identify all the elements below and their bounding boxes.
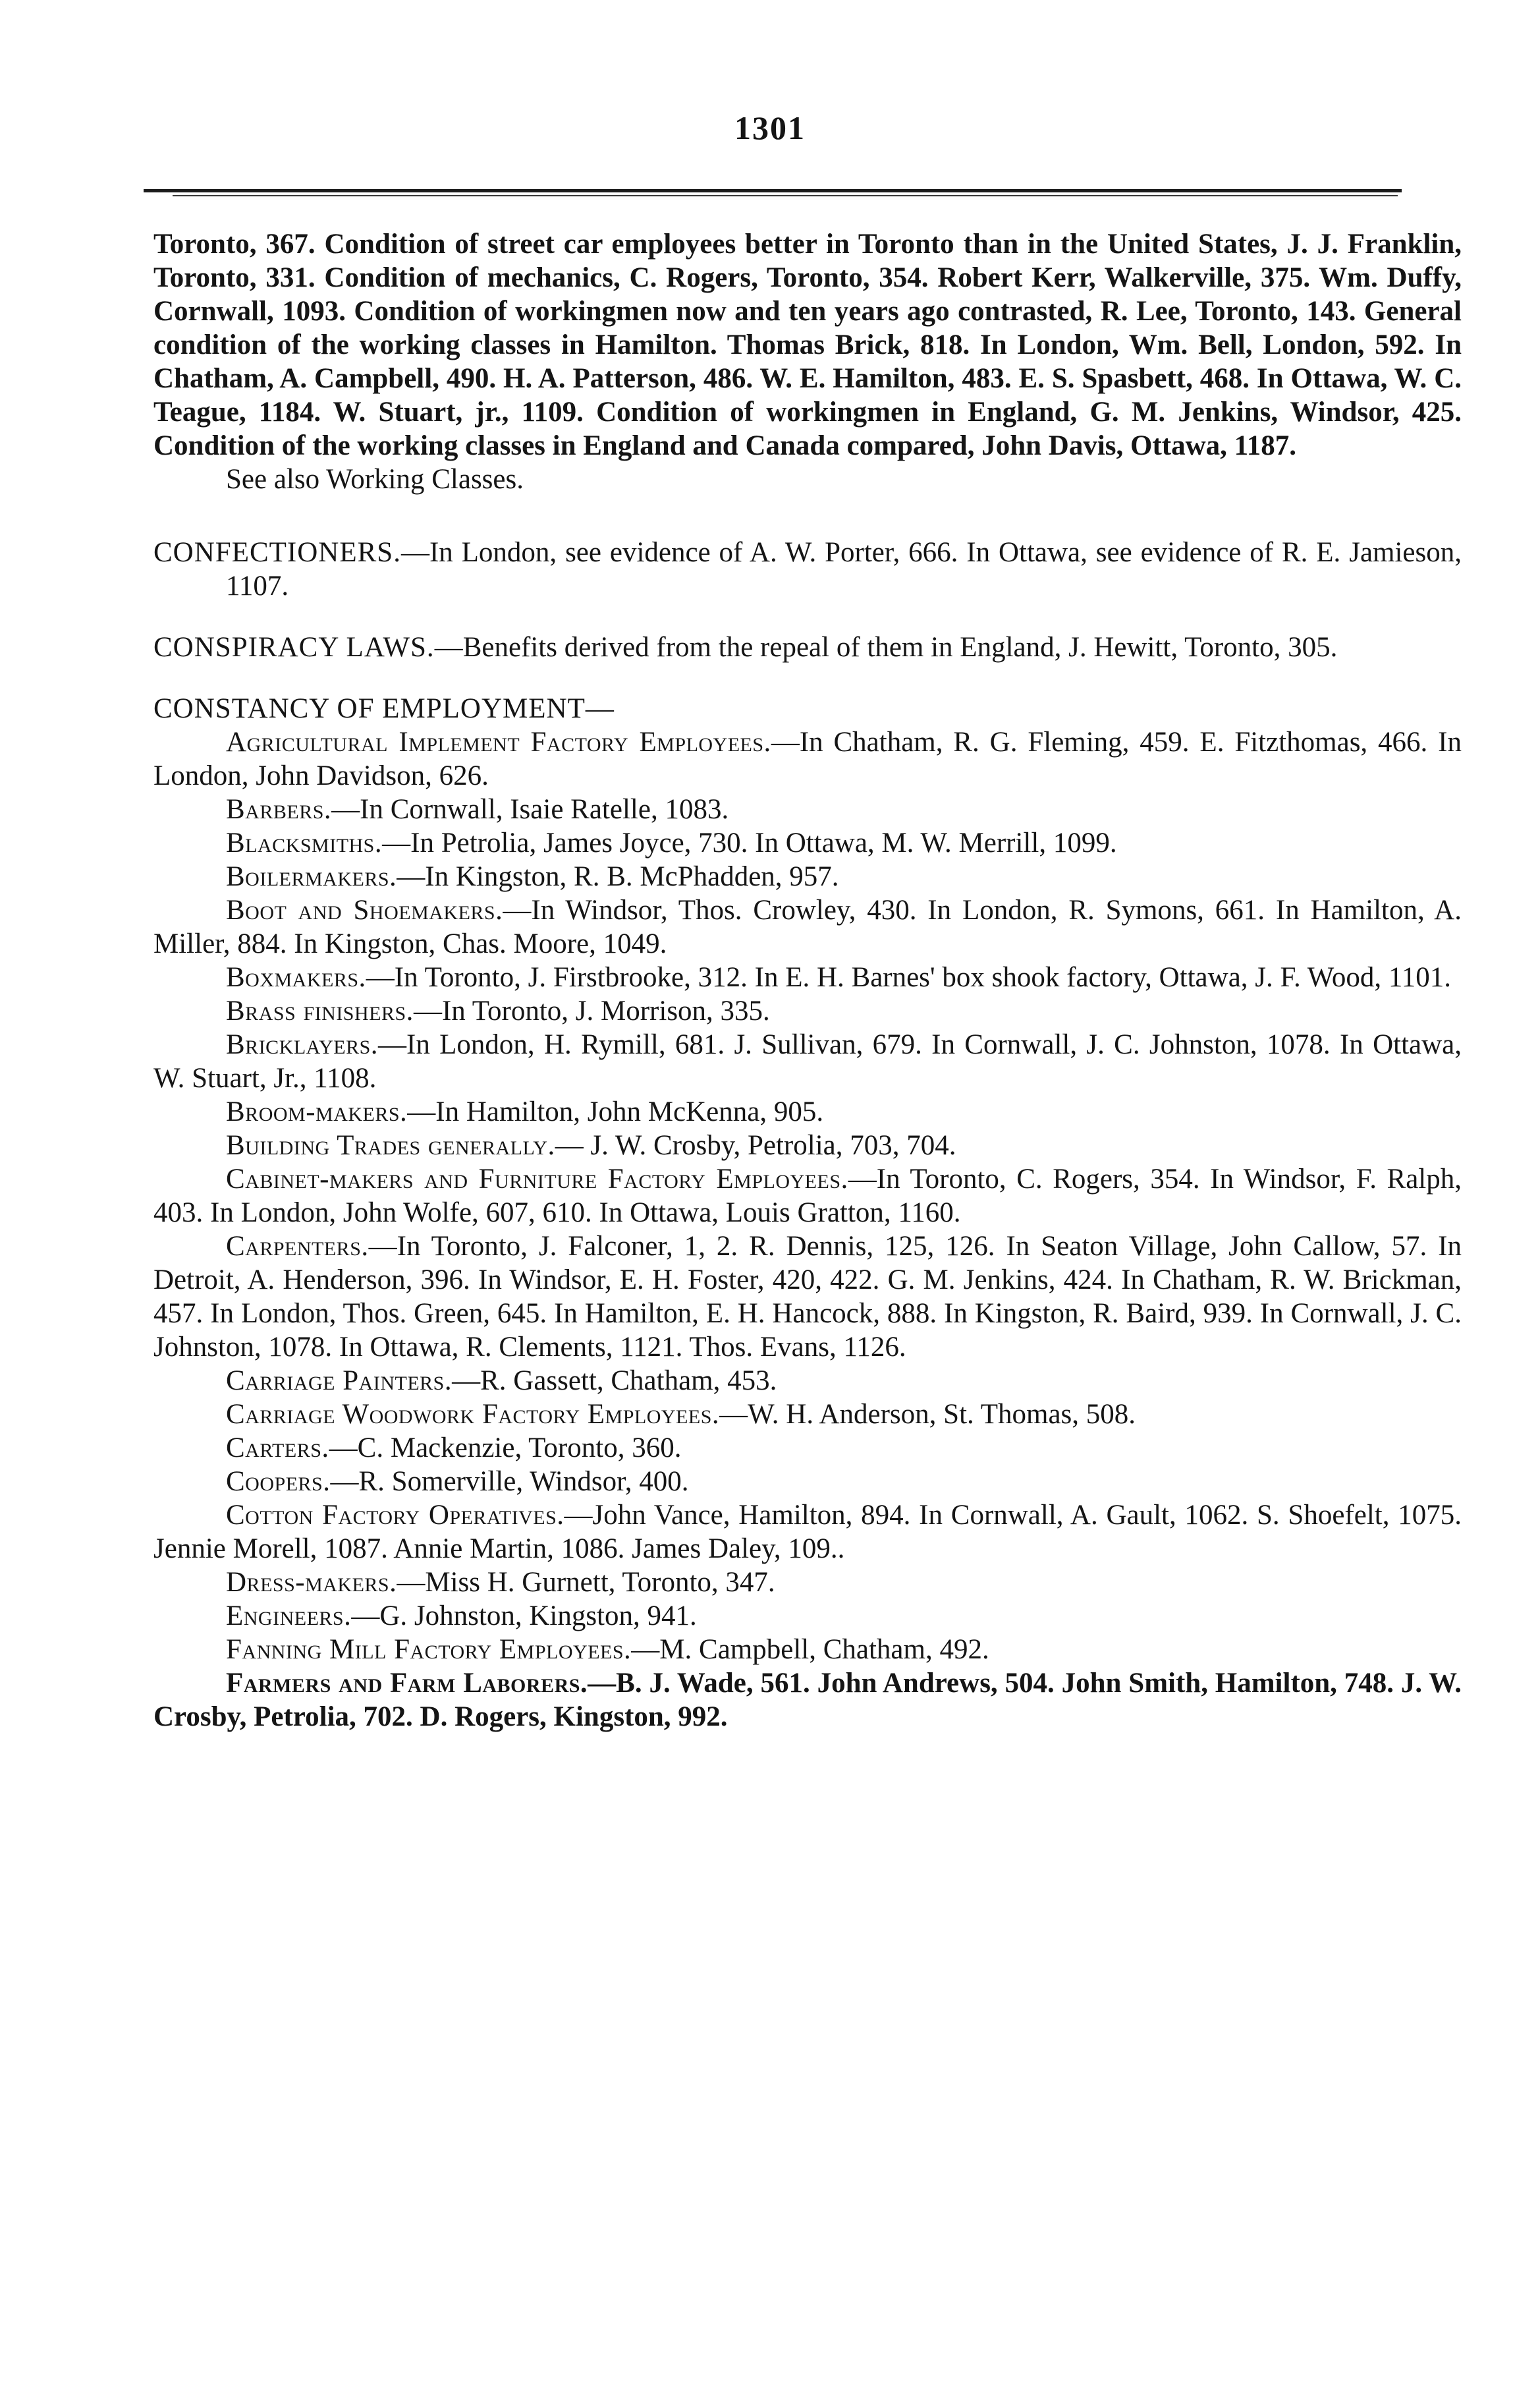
entry-heading: CONFECTIONERS. xyxy=(153,537,401,568)
subentry-text: —John Vance, Hamilton, 894. In Cornwall, A. Gault, 1062. S. Shoefelt, 1075. Jennie Morell, 1087. Annie Martin, 1086. James Daley, 109.. xyxy=(153,1500,1462,1564)
subentry-text: —In Toronto, J. Firstbrooke, 312. In E. H. Barnes' box shook factory, Ottawa, J. F. Wood, 1101. xyxy=(366,962,1452,993)
subentry-text: —In London, H. Rymill, 681. J. Sullivan, 679. In Cornwall, J. C. Johnston, 1078. In Ottawa, W. Stuart, Jr., 1108. xyxy=(153,1029,1462,1094)
subentry-text: —In Hamilton, John McKenna, 905. xyxy=(407,1096,824,1127)
subentry-text: —R. Gassett, Chatham, 453. xyxy=(452,1365,777,1396)
header-rule-thin xyxy=(173,195,1398,196)
subentry xyxy=(153,1498,1462,1566)
subentry-text: — J. W. Crosby, Petrolia, 703, 704. xyxy=(555,1130,956,1161)
subentry-list xyxy=(153,725,1462,1734)
intro-paragraph: Toronto, 367. Condition of street car employees better in Toronto than in the United States, J. J. Franklin, Toronto, 331. Condition of mechanics, C. Rogers, Toronto, 354. Robert Kerr, Walkerville, 375. Wm. Duffy, Cornwall, 1093. Condition of workingmen now and ten years ago contrasted, R. Lee, Toronto, 143. General condition of the working classes in Hamilton. Thomas Brick, 818. In London, Wm. Bell, London, 592. In Chatham, A. Campbell, 490. H. A. Patterson, 486. W. E. Hamilton, 483. E. S. Spasbett, 468. In Ottawa, W. C. Teague, 1184. W. Stuart, jr., 1109. Condition of workingmen in England, G. M. Jenkins, Windsor, 425. Condition of the working classes in England and Canada compared, John Davis, Ottawa, 1187. xyxy=(153,229,1462,461)
entry-text: —Benefits derived from the repeal of them in England, J. Hewitt, Toronto, 305. xyxy=(434,632,1338,663)
subentry-text: —R. Somerville, Windsor, 400. xyxy=(330,1466,689,1497)
subentry-label: Blacksmiths. xyxy=(226,828,383,859)
subentry-label: Carriage Woodwork Factory Employees. xyxy=(226,1399,720,1430)
subentry-label: Boilermakers. xyxy=(226,861,397,892)
subentry xyxy=(153,994,1462,1028)
entry-heading: CONSPIRACY LAWS. xyxy=(153,632,435,663)
subentry-label: Carters. xyxy=(226,1432,329,1463)
subentry xyxy=(153,1431,1462,1465)
subentry xyxy=(153,725,1462,793)
index-entry-conspiracy-laws xyxy=(153,631,1462,664)
subentry-label: Boxmakers. xyxy=(226,962,366,993)
subentry-text: —G. Johnston, Kingston, 941. xyxy=(351,1600,697,1631)
subentry-text: —Miss H. Gurnett, Toronto, 347. xyxy=(397,1567,775,1598)
subentry-label: Fanning Mill Factory Employees. xyxy=(226,1634,632,1665)
subentry-label: Cabinet-makers and Furniture Factory Employees. xyxy=(226,1164,848,1195)
subentry xyxy=(153,1666,1462,1734)
subentry-text: —In Petrolia, James Joyce, 730. In Ottawa, M. W. Merrill, 1099. xyxy=(382,828,1117,859)
subentry xyxy=(153,1633,1462,1666)
subentry-text: —In Toronto, J. Morrison, 335. xyxy=(413,996,770,1027)
see-also-note: See also Working Classes. xyxy=(226,464,524,495)
index-entry-confectioners xyxy=(153,536,1462,603)
subentry xyxy=(153,1398,1462,1431)
subentry xyxy=(153,860,1462,893)
subentry-text: —W. H. Anderson, St. Thomas, 508. xyxy=(719,1399,1136,1430)
subentry xyxy=(153,1162,1462,1229)
page-body xyxy=(153,227,1462,1734)
subentry-text: —In Kingston, R. B. McPhadden, 957. xyxy=(397,861,839,892)
subentry xyxy=(153,1364,1462,1398)
subentry-text: —In Toronto, C. Rogers, 354. In Windsor, F. Ralph, 403. In London, John Wolfe, 607, 610. In Ottawa, Louis Gratton, 1160. xyxy=(153,1164,1462,1228)
subentry-label: Barbers. xyxy=(226,794,332,825)
subentry-label: Farmers and Farm Laborers. xyxy=(226,1668,588,1699)
subentry-label: Brass finishers. xyxy=(226,996,414,1027)
subentry-text: —In Toronto, J. Falconer, 1, 2. R. Dennis, 125, 126. In Seaton Village, John Callow, 57. In Detroit, A. Henderson, 396. In Windsor, E. H. Foster, 420, 422. G. M. Jenkins, 424. In Chatham, R. W. Brickman, 457. In London, Thos. Green, 645. In Hamilton, E. H. Hancock, 888. In Kingston, R. Baird, 939. In Cornwall, J. C. Johnston, 1078. In Ottawa, R. Clements, 1121. Thos. Evans, 1126. xyxy=(153,1231,1462,1363)
subentry-label: Boot and Shoemakers. xyxy=(226,895,503,926)
subentry xyxy=(153,1028,1462,1095)
subentry xyxy=(153,1465,1462,1498)
subentry-label: Bricklayers. xyxy=(226,1029,379,1060)
subentry-text: —M. Campbell, Chatham, 492. xyxy=(631,1634,989,1665)
subentry xyxy=(153,1095,1462,1129)
subentry xyxy=(153,961,1462,994)
header-rule xyxy=(144,189,1402,192)
subentry-label: Dress-makers. xyxy=(226,1567,397,1598)
subentry-label: Broom-makers. xyxy=(226,1096,408,1127)
subentry-text: —C. Mackenzie, Toronto, 360. xyxy=(329,1432,682,1463)
subentry xyxy=(153,793,1462,826)
subentry-label: Carpenters. xyxy=(226,1231,369,1262)
subentry-text: —In Windsor, Thos. Crowley, 430. In London, R. Symons, 661. In Hamilton, A. Miller, 884. In Kingston, Chas. Moore, 1049. xyxy=(153,895,1462,959)
subentry-label: Carriage Painters. xyxy=(226,1365,453,1396)
subentry xyxy=(153,1229,1462,1364)
subentry xyxy=(153,893,1462,961)
subentry-text: —In Cornwall, Isaie Ratelle, 1083. xyxy=(331,794,729,825)
subentry-label: Coopers. xyxy=(226,1466,331,1497)
subentry xyxy=(153,1599,1462,1633)
subentry-label: Agricultural Implement Factory Employees. xyxy=(226,727,771,758)
subentry xyxy=(153,1129,1462,1162)
subentry-label: Cotton Factory Operatives. xyxy=(226,1500,564,1531)
subentry-text: —B. J. Wade, 561. John Andrews, 504. John Smith, Hamilton, 748. J. W. Crosby, Petrolia, 702. D. Rogers, Kingston, 992. xyxy=(153,1668,1462,1732)
subentry xyxy=(153,1566,1462,1599)
subentry-label: Building Trades generally. xyxy=(226,1130,555,1161)
constancy-heading: CONSTANCY OF EMPLOYMENT— xyxy=(153,693,615,724)
subentry xyxy=(153,826,1462,860)
page-number: 1301 xyxy=(734,109,806,146)
entry-text: —In London, see evidence of A. W. Porter, 666. In Ottawa, see evidence of R. E. Jamieson, 1107. xyxy=(226,537,1462,602)
subentry-label: Engineers. xyxy=(226,1600,352,1631)
subentry-text: —In Chatham, R. G. Fleming, 459. E. Fitzthomas, 466. In London, John Davidson, 626. xyxy=(153,727,1462,791)
